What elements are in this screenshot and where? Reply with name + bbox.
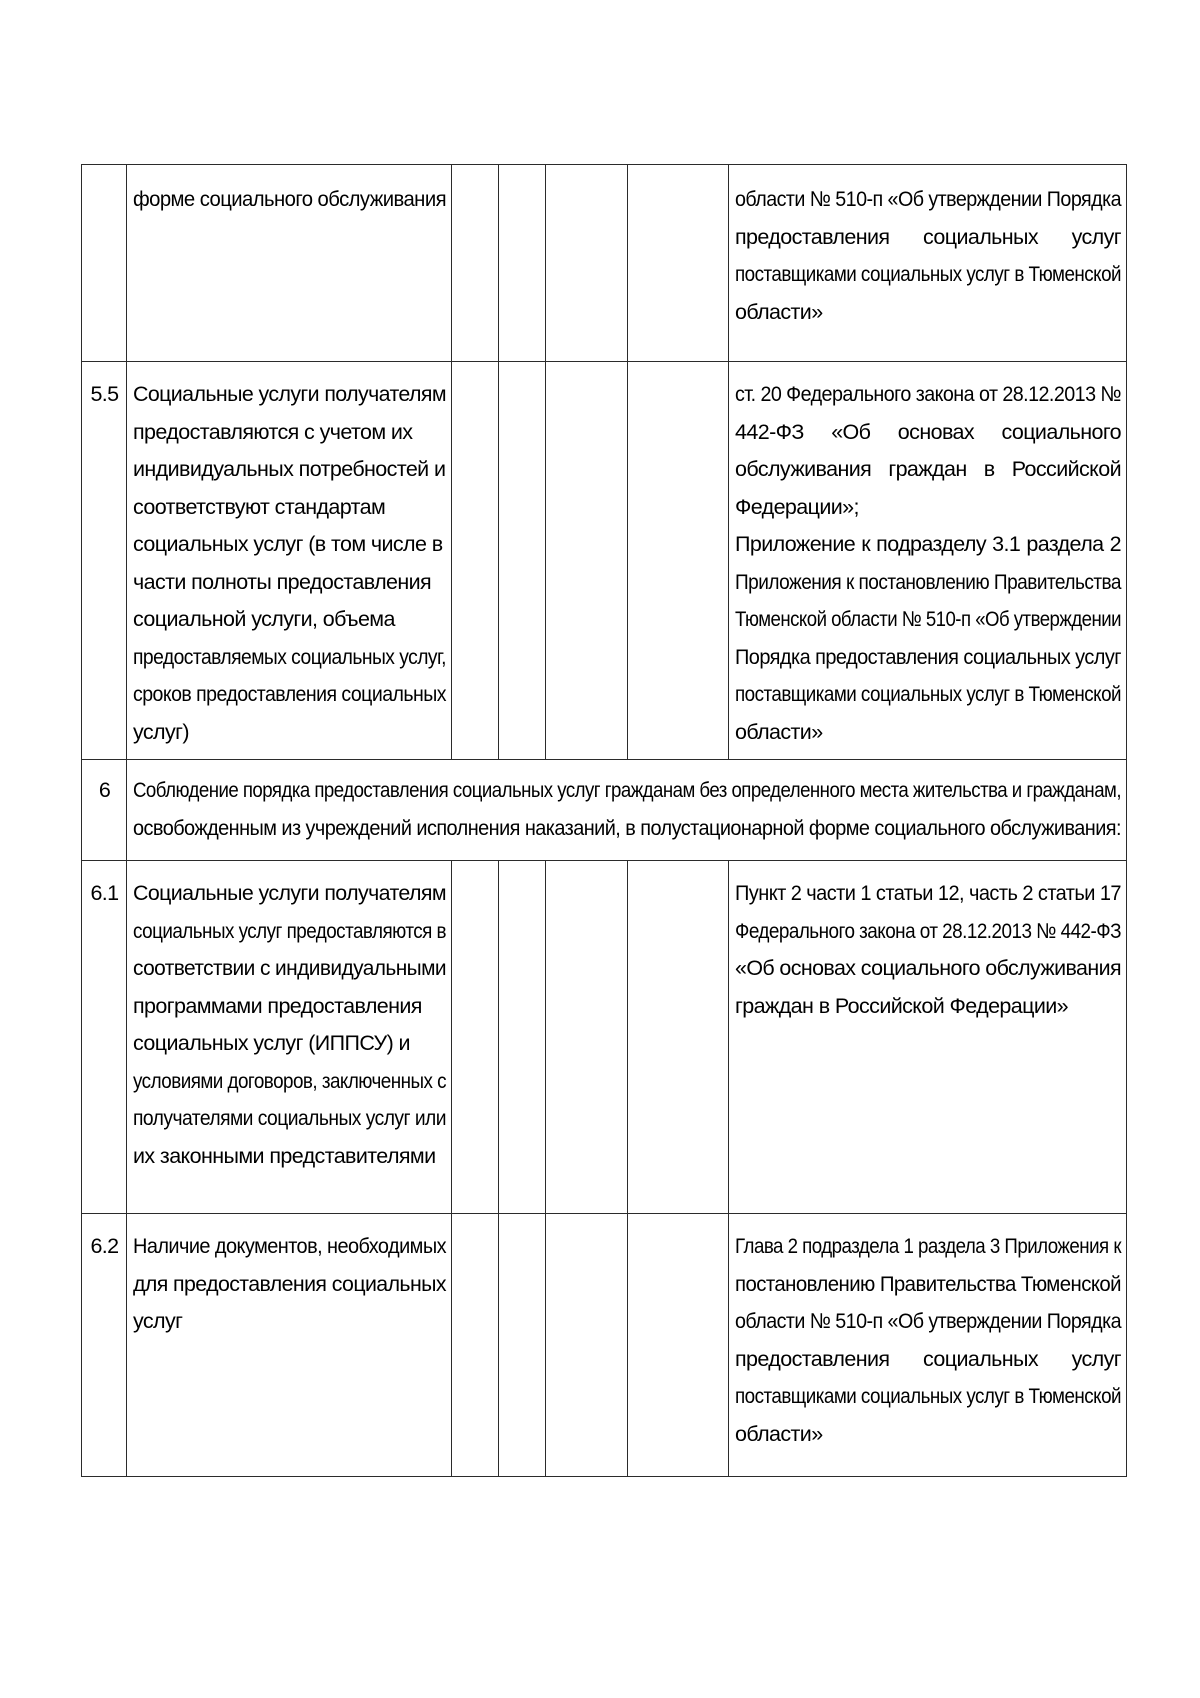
basis-line: «Об основах социального обслуживания xyxy=(735,956,1121,980)
empty-cell xyxy=(499,165,546,362)
criterion-line: социальных услуг (в том числе в xyxy=(133,532,443,556)
basis-line: Федерации»; xyxy=(735,494,859,519)
criterion-line: предоставляемых социальных услуг, xyxy=(133,644,446,669)
empty-cell xyxy=(546,165,628,362)
criterion-line: социальных услуг (ИППСУ) и xyxy=(133,1031,410,1055)
criterion-line: индивидуальных потребностей и xyxy=(133,457,446,481)
criterion-line: социальной услуги, объема xyxy=(133,607,395,631)
table-row xyxy=(82,362,1127,760)
legal-basis-cell xyxy=(729,1214,1127,1477)
empty-cell xyxy=(546,861,628,1214)
criterion-line: социальных услуг предоставляются в xyxy=(133,918,446,943)
table-row-section xyxy=(82,760,1127,861)
empty-cell xyxy=(452,165,499,362)
basis-line: области» xyxy=(735,1421,823,1446)
basis-line: поставщиками социальных услуг в Тюменской xyxy=(735,1384,1121,1408)
criterion-line: соответствии с индивидуальными xyxy=(133,956,446,980)
criterion-line: соответствуют стандартам xyxy=(133,494,386,519)
empty-cell xyxy=(499,861,546,1214)
criterion-cell xyxy=(127,362,452,760)
criterion-line: Социальные услуги получателям xyxy=(133,382,446,406)
criterion-line: программами предоставления xyxy=(133,993,422,1018)
legal-basis-cell xyxy=(729,861,1127,1214)
empty-cell xyxy=(499,362,546,760)
basis-line: Глава 2 подраздела 1 раздела 3 Приложения к xyxy=(735,1234,1121,1258)
criterion-line: условиями договоров, заключенных с xyxy=(133,1068,446,1093)
basis-line: Тюменской области № 510-п «Об утверждении xyxy=(735,607,1121,631)
criterion-line: форме социального обслуживания xyxy=(133,187,446,211)
empty-cell xyxy=(452,1214,499,1477)
basis-line: граждан в Российской Федерации» xyxy=(735,993,1069,1018)
basis-line: постановлению Правительства Тюменской xyxy=(735,1271,1121,1296)
criterion-line: услуг xyxy=(133,1309,183,1333)
empty-cell xyxy=(452,362,499,760)
legal-basis-cell xyxy=(729,165,1127,362)
row-number: 6.2 xyxy=(82,1214,127,1477)
section-number: 6 xyxy=(82,760,127,861)
empty-cell xyxy=(628,362,729,760)
criterion-cell xyxy=(127,165,452,362)
basis-line: области» xyxy=(735,719,823,744)
section-heading-cell xyxy=(127,760,1127,861)
criterion-line: сроков предоставления социальных xyxy=(133,682,446,706)
criterion-line: Наличие документов, необходимых xyxy=(133,1234,446,1258)
basis-line: Федерального закона от 28.12.2013 № 442-ФЗ xyxy=(735,918,1121,943)
criterion-line: получателями социальных услуг или xyxy=(133,1106,446,1130)
criterion-line: услуг) xyxy=(133,719,189,744)
basis-line: 442-ФЗ «Об основах социального xyxy=(735,419,1121,444)
basis-line: Порядка предоставления социальных услуг xyxy=(735,644,1121,669)
row-number xyxy=(82,165,127,362)
table-row xyxy=(82,165,1127,362)
criterion-line: части полноты предоставления xyxy=(133,569,432,594)
criterion-cell xyxy=(127,1214,452,1477)
criterion-line: предоставляются с учетом их xyxy=(133,419,413,444)
empty-cell xyxy=(546,362,628,760)
empty-cell xyxy=(628,861,729,1214)
basis-line: предоставления социальных услуг xyxy=(735,224,1121,249)
row-number: 5.5 xyxy=(82,362,127,760)
section-heading-line: освобожденным из учреждений исполнения наказаний, в полустационарной форме социального обслуживания: xyxy=(133,815,1121,840)
basis-line: ст. 20 Федерального закона от 28.12.2013 № xyxy=(735,382,1121,406)
basis-line: Пункт 2 части 1 статьи 12, часть 2 статьи 17 xyxy=(735,881,1121,905)
table-row xyxy=(82,1214,1127,1477)
empty-cell xyxy=(452,861,499,1214)
basis-line: области» xyxy=(735,299,823,324)
empty-cell xyxy=(499,1214,546,1477)
section-heading-line: Соблюдение порядка предоставления социальных услуг гражданам без определенного места жительства и гражданам, xyxy=(133,778,1121,802)
basis-line: обслуживания граждан в Российской xyxy=(735,457,1121,481)
empty-cell xyxy=(628,165,729,362)
basis-line: Приложения к постановлению Правительства xyxy=(735,569,1121,594)
row-number: 6.1 xyxy=(82,861,127,1214)
basis-line: области № 510-п «Об утверждении Порядка xyxy=(735,1309,1121,1333)
criterion-line: для предоставления социальных xyxy=(133,1271,446,1296)
basis-line: предоставления социальных услуг xyxy=(735,1346,1121,1371)
checklist-table xyxy=(81,164,1127,1477)
basis-line: области № 510-п «Об утверждении Порядка xyxy=(735,187,1121,211)
table-row xyxy=(82,861,1127,1214)
basis-line: Приложение к подразделу 3.1 раздела 2 xyxy=(735,532,1121,556)
criterion-cell xyxy=(127,861,452,1214)
criterion-line: их законными представителями xyxy=(133,1143,436,1168)
empty-cell xyxy=(628,1214,729,1477)
legal-basis-cell xyxy=(729,362,1127,760)
basis-line: поставщиками социальных услуг в Тюменской xyxy=(735,262,1121,286)
basis-line: поставщиками социальных услуг в Тюменской xyxy=(735,682,1121,706)
criterion-line: Социальные услуги получателям xyxy=(133,881,446,905)
empty-cell xyxy=(546,1214,628,1477)
